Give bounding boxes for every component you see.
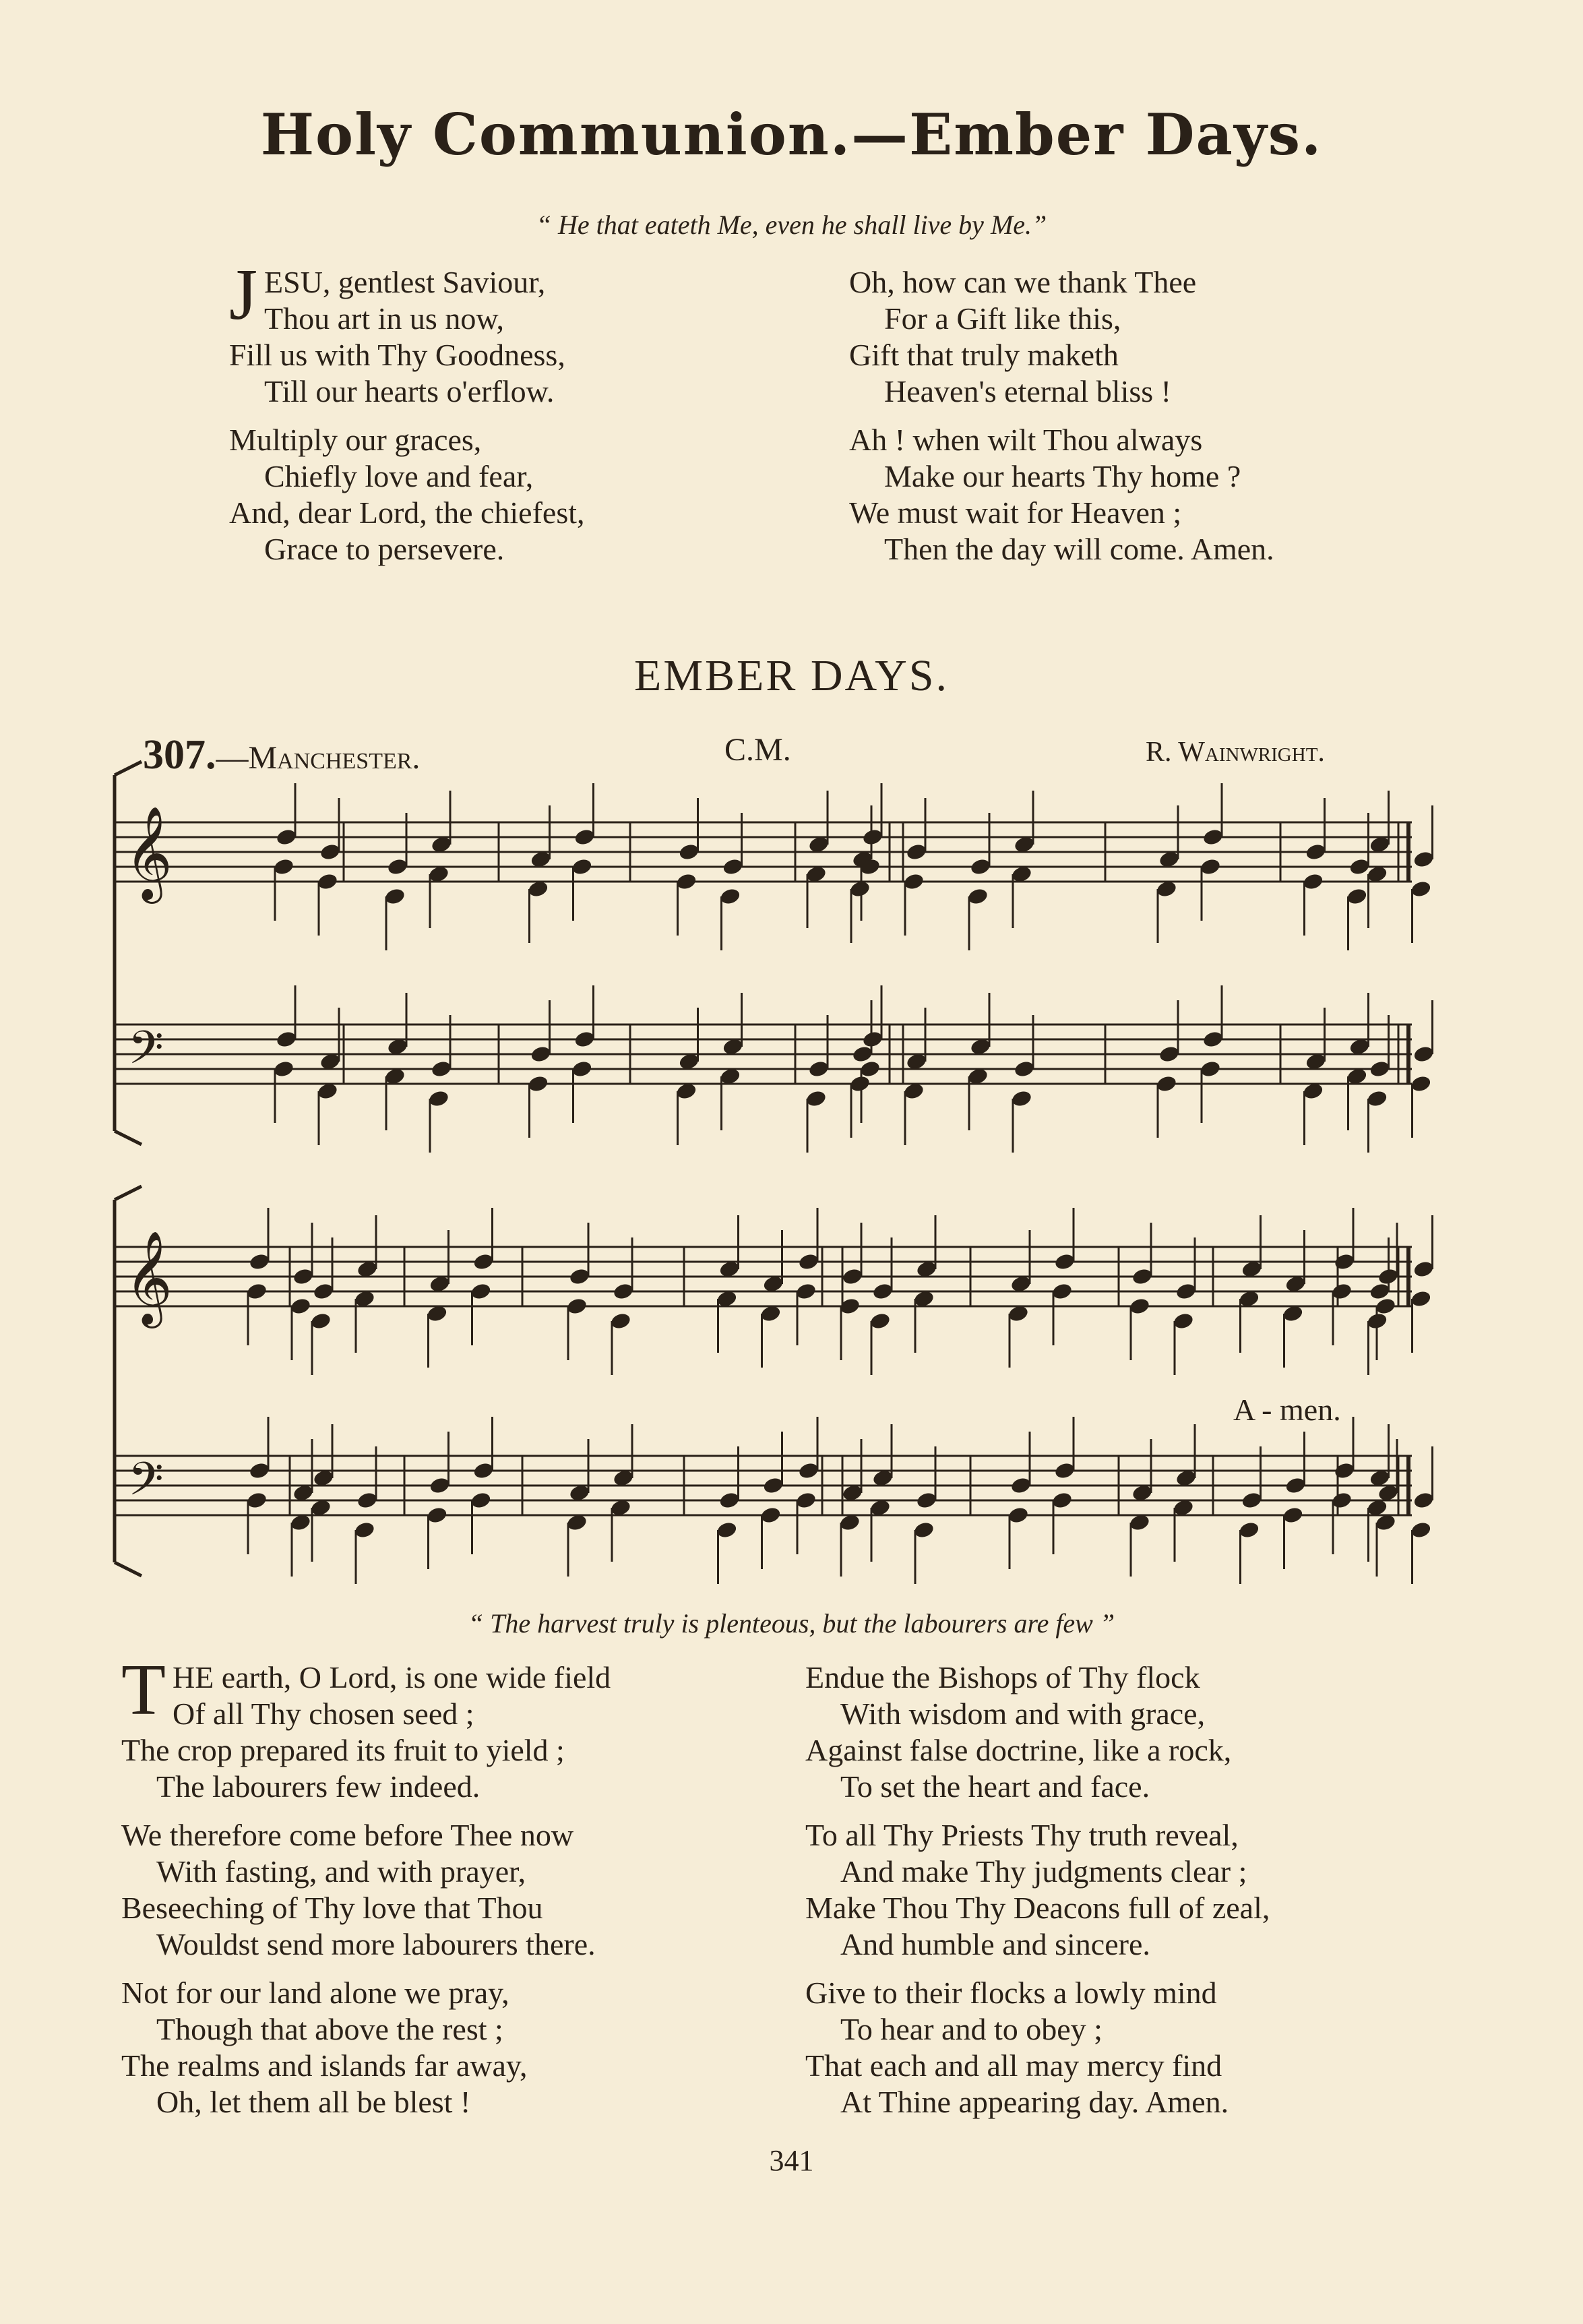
stanza	[805, 1817, 1479, 1963]
verse-line: The crop prepared its fruit to yield ;	[121, 1733, 565, 1767]
verse-line: That each and all may mercy find	[805, 2048, 1222, 2083]
communion-epigraph: “ He that eateth Me, even he shall live by Me.”	[536, 210, 1047, 240]
tune-composer: R. Wainwright.	[1146, 737, 1325, 768]
verse-line: Then the day will come. Amen.	[884, 532, 1274, 566]
verse-line: Wouldst send more labourers there.	[156, 1927, 596, 1961]
stanza	[805, 1659, 1479, 1805]
stanza	[121, 1650, 795, 1805]
verse-line: Make our hearts Thy home ?	[884, 459, 1241, 493]
verse-line: With fasting, and with prayer,	[156, 1854, 526, 1889]
page-number: 341	[769, 2144, 814, 2177]
verse-line: For a Gift like this,	[884, 301, 1121, 336]
bracket-hook	[115, 1186, 142, 1200]
bracket-hook	[115, 762, 142, 775]
verse-line: Ah ! when wilt Thou always	[849, 423, 1203, 457]
verse-line: Multiply our graces,	[229, 423, 482, 457]
amen-lyric: A - men.	[1233, 1393, 1341, 1427]
verse-line: And humble and sincere.	[840, 1927, 1150, 1961]
verse-line: Beseeching of Thy love that Thou	[121, 1891, 543, 1925]
verse-line: Till our hearts o'erflow.	[264, 374, 555, 408]
verse-line: And, dear Lord, the chiefest,	[229, 495, 585, 530]
verse-line: Not for our land alone we pray,	[121, 1976, 509, 2010]
verse-line: Give to their flocks a lowly mind	[805, 1976, 1217, 2010]
verse-line: Gift that truly maketh	[849, 338, 1119, 372]
bracket-hook	[115, 1562, 142, 1576]
verse-line: Chiefly love and fear,	[264, 459, 534, 493]
drop-cap: T	[121, 1650, 166, 1730]
verse-line: Fill us with Thy Goodness,	[229, 338, 565, 372]
verse-line: Endue the Bishops of Thy flock	[805, 1660, 1200, 1694]
verse-line: We therefore come before Thee now	[121, 1818, 574, 1852]
tune-meter: C.M.	[724, 732, 791, 768]
stanza	[121, 1817, 795, 1963]
ember-left-column	[121, 1650, 795, 2120]
section-heading: EMBER DAYS.	[634, 651, 949, 700]
bass-clef: 𝄢	[128, 1022, 164, 1086]
stanza	[805, 1975, 1479, 2120]
verse-line: Grace to persevere.	[264, 532, 505, 566]
verse-line: Oh, how can we thank Thee	[849, 265, 1197, 299]
verse-line: Though that above the rest ;	[156, 2012, 503, 2046]
page-title: Holy Communion.—Ember Days.	[260, 101, 1323, 168]
bass-clef: 𝄢	[128, 1453, 164, 1517]
ember-right-column	[805, 1659, 1479, 2120]
verse-line: At Thine appearing day. Amen.	[840, 2085, 1229, 2119]
verse-line: ESU, gentlest Saviour,	[264, 265, 546, 299]
ember-epigraph: “ The harvest truly is plenteous, but the labourers are few ”	[468, 1608, 1115, 1639]
verse-line: We must wait for Heaven ;	[849, 495, 1182, 530]
verse-line: The realms and islands far away,	[121, 2048, 528, 2083]
bracket-hook	[115, 1131, 142, 1144]
drop-cap: J	[229, 255, 258, 335]
verse-line: To hear and to obey ;	[840, 2012, 1103, 2046]
verse-line: Thou art in us now,	[264, 301, 505, 336]
stanza	[121, 1975, 795, 2120]
tune-name: —Manchester.	[216, 740, 421, 776]
verse-line: The labourers few indeed.	[156, 1769, 480, 1804]
verse-line: To all Thy Priests Thy truth reveal,	[805, 1818, 1239, 1852]
verse-line: Make Thou Thy Deacons full of zeal,	[805, 1891, 1270, 1925]
verse-line: Of all Thy chosen seed ;	[172, 1696, 474, 1731]
treble-clef: 𝄞	[125, 806, 173, 900]
verse-line: With wisdom and with grace,	[840, 1696, 1206, 1731]
verse-line: HE earth, O Lord, is one wide field	[172, 1660, 611, 1694]
verse-line: Oh, let them all be blest !	[156, 2085, 471, 2119]
verse-line: And make Thy judgments clear ;	[840, 1854, 1247, 1889]
verse-line: Against false doctrine, like a rock,	[805, 1733, 1232, 1767]
treble-clef: 𝄞	[125, 1231, 173, 1324]
verse-line: Heaven's eternal bliss !	[884, 374, 1171, 408]
hymn-number: 307.	[143, 732, 216, 778]
verse-line: To set the heart and face.	[840, 1769, 1150, 1804]
